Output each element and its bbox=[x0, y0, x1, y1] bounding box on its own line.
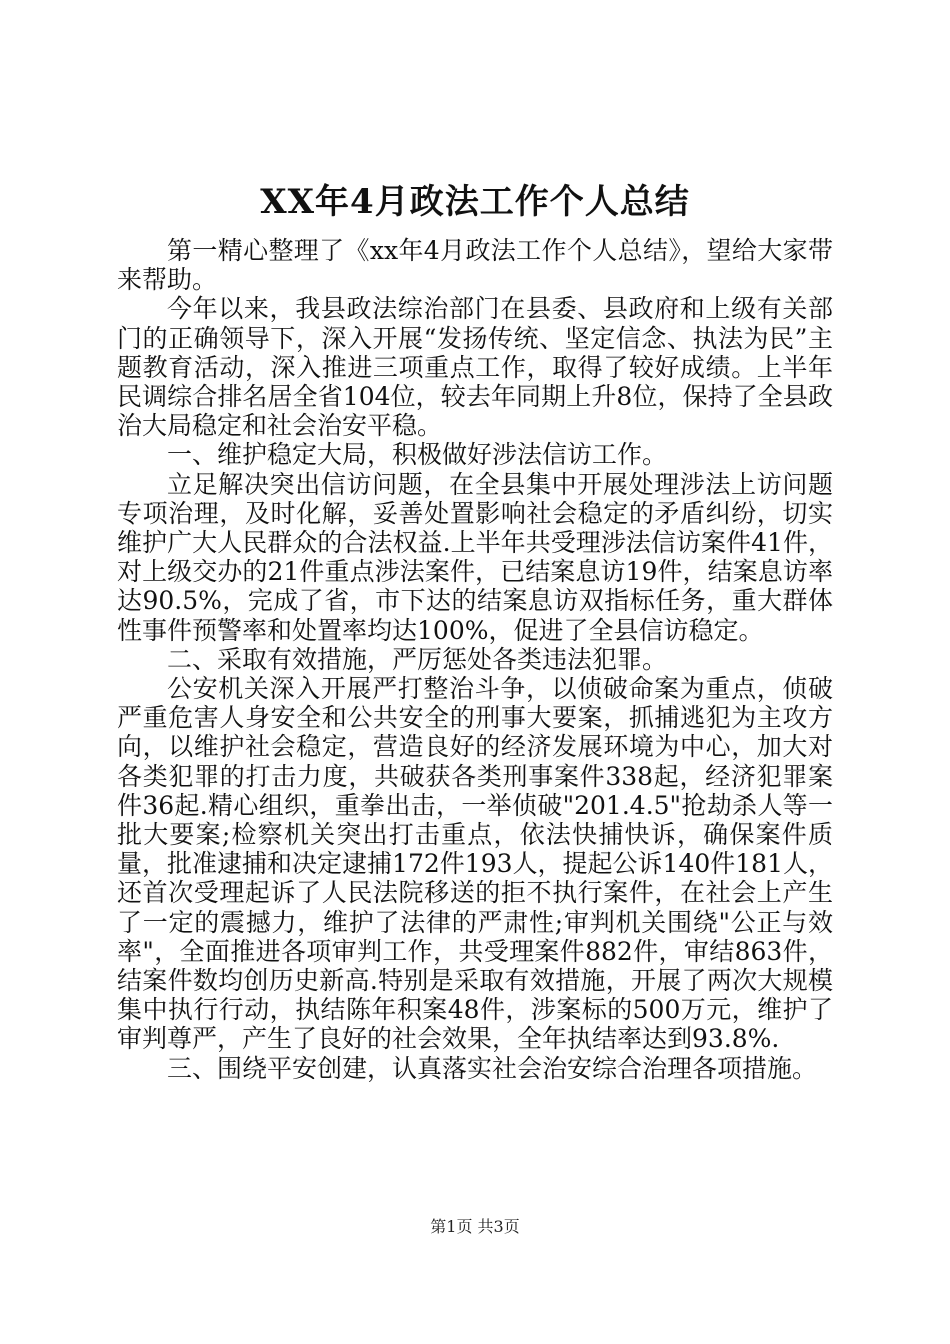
document-body bbox=[117, 236, 833, 1083]
paragraph-intro: 第一精心整理了《xx年4月政法工作个人总结》，望给大家带来帮助。 bbox=[117, 236, 833, 295]
paragraph-petition-work: 立足解决突出信访问题，在全县集中开展处理涉法上访问题专项治理，及时化解，妥善处置影响社会稳定的矛盾纠纷，切实维护广大人民群众的合法权益.上半年共受理涉法信访案件41件，对上级交办的21件重点涉法案件，已结案息访19件，结案息访率达90.5%，完成了省，市下达的结案息访双指标任务，重大群体性事件预警率和处置率均达100%，促进了全县信访稳定。 bbox=[117, 469, 833, 645]
section-heading-1: 一、维护稳定大局，积极做好涉法信访工作。 bbox=[167, 440, 668, 470]
paragraph-overview: 今年以来，我县政法综治部门在县委、县政府和上级有关部门的正确领导下，深入开展“发扬传统、坚定信念、执法为民”主题教育活动，深入推进三项重点工作，取得了较好成绩。上半年民调综合排名居全省104位，较去年同期上升8位，保持了全县政治大局稳定和社会治安平稳。 bbox=[117, 294, 833, 441]
page-number-footer: 第1页 共3页 bbox=[430, 1217, 520, 1236]
section-heading-3: 三、围绕平安创建，认真落实社会治安综合治理各项措施。 bbox=[167, 1053, 818, 1083]
section-heading-2: 二、采取有效措施，严厉惩处各类违法犯罪。 bbox=[167, 644, 668, 674]
document-title: XX年4月政法工作个人总结 bbox=[260, 182, 690, 222]
paragraph-crime-crackdown: 公安机关深入开展严打整治斗争，以侦破命案为重点，侦破严重危害人身安全和公共安全的刑事大要案，抓捕逃犯为主攻方向，以维护社会稳定，营造良好的经济发展环境为中心，加大对各类犯罪的打击力度，共破获各类刑事案件338起，经济犯罪案件36起.精心组织，重拳出击，一举侦破"201.4.5"抢劫杀人等一批大要案;检察机关突出打击重点，依法快捕快诉，确保案件质量，批准逮捕和决定逮捕172件193人，提起公诉140件181人，还首次受理起诉了人民法院移送的拒不执行案件，在社会上产生了一定的震撼力，维护了法律的严肃性;审判机关围绕"公正与效率"，全面推进各项审判工作，共受理案件882件，审结863件，结案件数均创历史新高.特别是采取有效措施，开展了两次大规模集中执行行动，执结陈年积案48件，涉案标的500万元，维护了审判尊严，产生了良好的社会效果，全年执结率达到93.8%. bbox=[117, 674, 833, 1054]
